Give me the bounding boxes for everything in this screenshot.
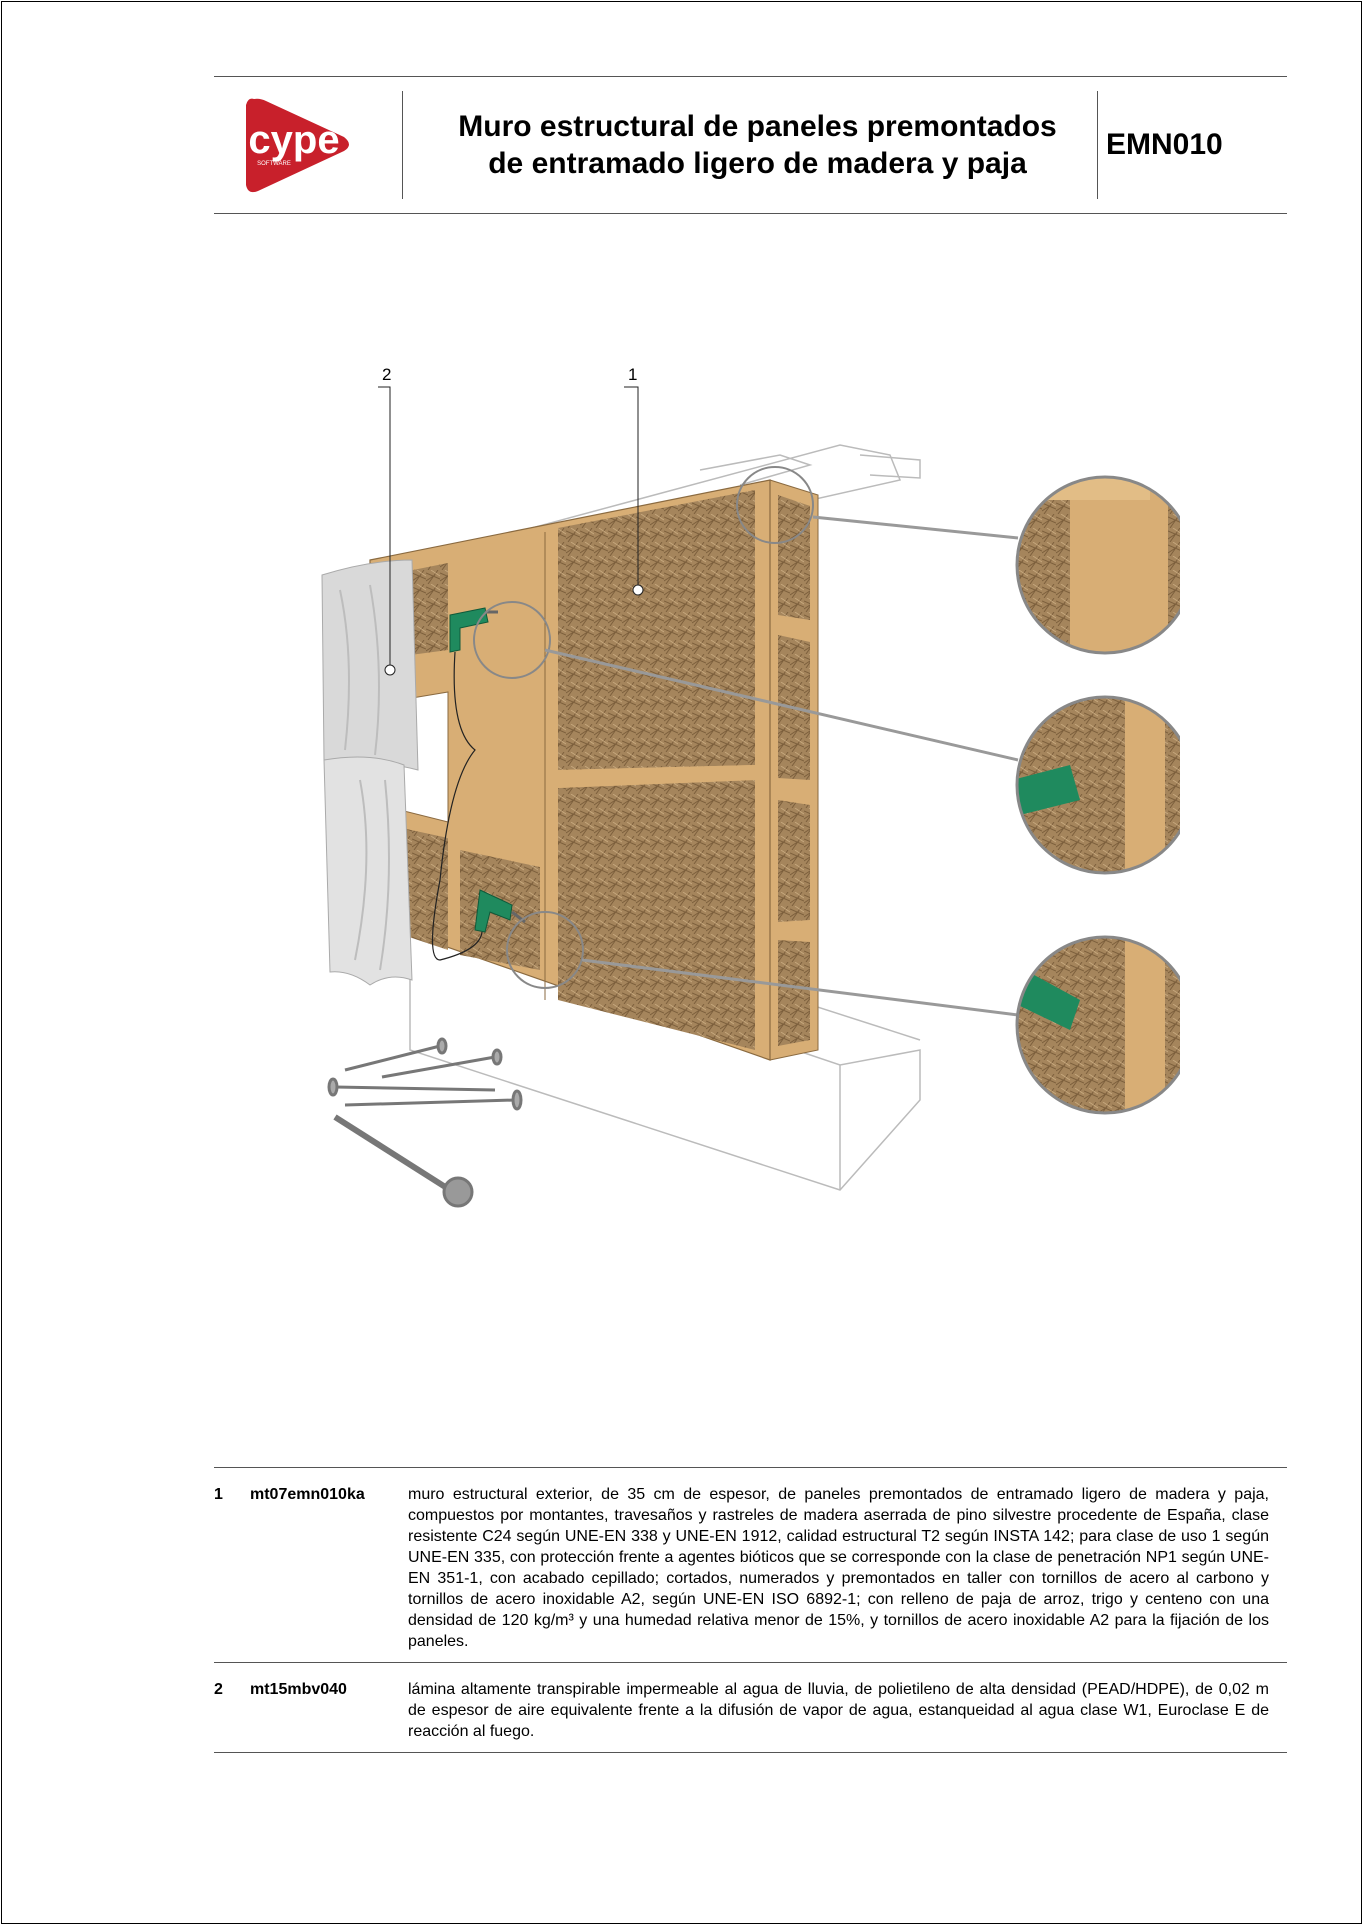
svg-text:2: 2 [382, 365, 392, 384]
detail-screwing-upper [1012, 690, 1180, 890]
legend-row [214, 1467, 1287, 1662]
membrane-sheet [322, 560, 418, 985]
detail-corner [1000, 470, 1180, 670]
logo-cell [214, 77, 403, 213]
document-header [214, 76, 1287, 214]
legend-code: mt07emn010ka [250, 1486, 365, 1503]
page-title: Muro estructural de paneles premontados de entramado ligero de madera y paja [458, 110, 1057, 180]
header-separator [402, 91, 403, 199]
legend-row [214, 1662, 1287, 1753]
legend-code: mt15mbv040 [250, 1681, 347, 1698]
cype-logo [214, 77, 403, 213]
document-code: EMN010 [1106, 128, 1223, 161]
wall-side-edge [770, 480, 818, 1060]
screw-icon [329, 1039, 521, 1206]
legend-description: muro estructural exterior, de 35 cm de espesor, de paneles premontados de entramado ligero de madera y paja, compuestos por montantes, travesaños y rastreles de madera aserrada de pino silvestre procedente de España, clase resistente C24 según UNE-EN 338 y UNE-EN 1912, calidad estructural T2 según INSTA 142; para clase de uso 1 según UNE-EN 335, con protección frente a agentes bióticos que se corresponde con la clase de penetración NP1 según UNE-EN 351-1, con acabado cepillado; cortados, numerados y premontados en taller con tornillos de acero al carbono y tornillos de acero inoxidable A2, según UNE-EN ISO 6892-1; con relleno de paja de arroz, trigo y centeno con una densidad de 120 kg/m³ y una humedad relativa menor de 15%, y tornillos de acero inoxidable A2 para la fijación de los paneles. [408, 1486, 1269, 1650]
legend-number: 2 [214, 1681, 223, 1698]
legend-description: lámina altamente transpirable impermeable al agua de lluvia, de polietileno de alta densidad (PEAD/HDPE), de 0,02 m de espesor de aire equivalente frente a la difusión de vapor de agua, estanqueidad al agua clase W1, Euroclase E de reacción al fuego. [408, 1681, 1269, 1740]
legend-number: 1 [214, 1486, 223, 1503]
materials-legend [214, 1467, 1287, 1753]
detail-screwing-lower [1017, 930, 1180, 1130]
logo-subtext: SOFTWARE [257, 161, 291, 167]
logo-text: cype [248, 118, 340, 162]
title-cell [404, 77, 1111, 213]
wall-drawing [300, 360, 1180, 1220]
wall-panel [370, 480, 770, 1060]
wall-illustration [300, 360, 1180, 1220]
code-cell [1098, 77, 1273, 213]
svg-text:1: 1 [628, 365, 638, 384]
